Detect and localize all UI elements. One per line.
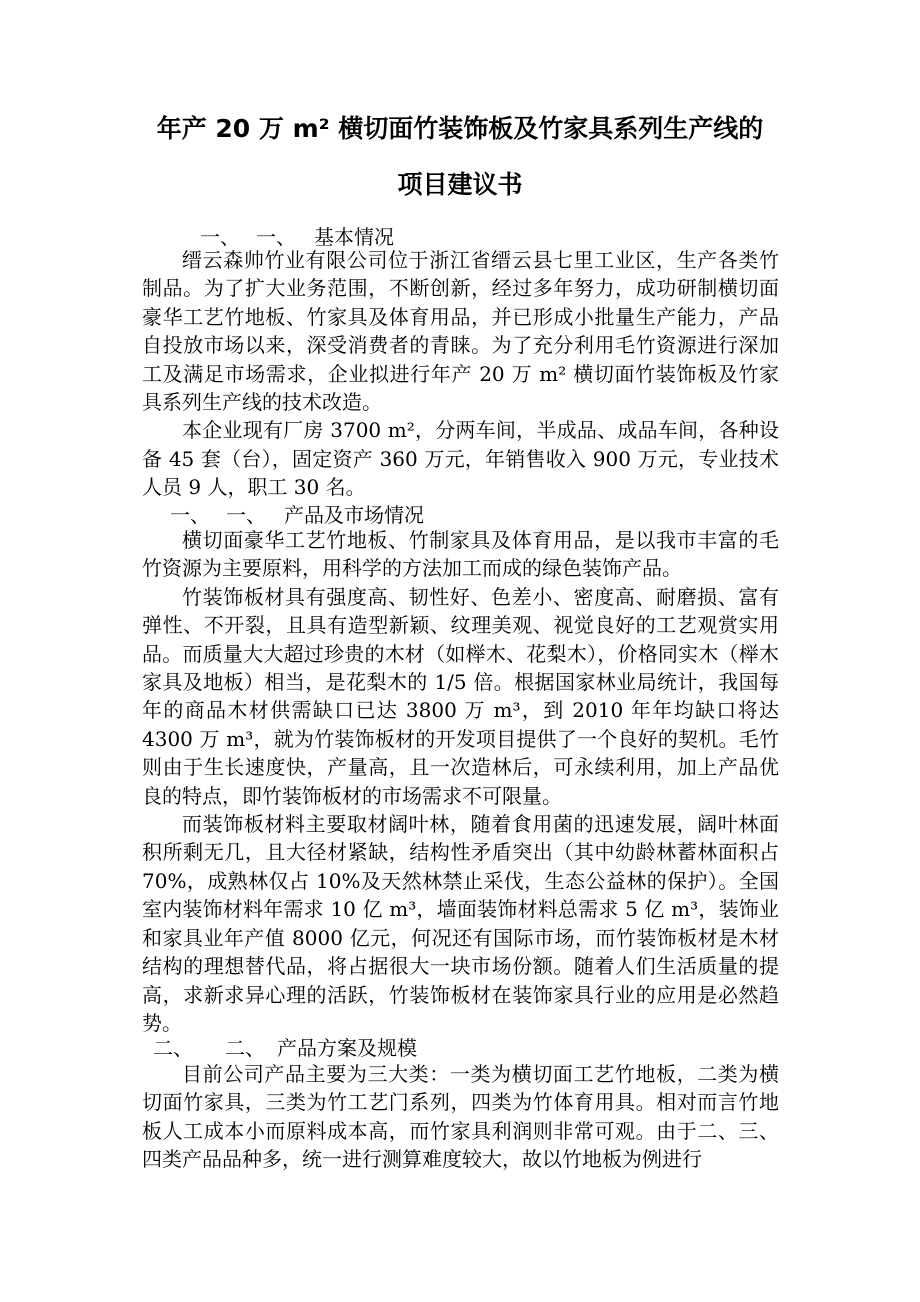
section-body-product-market	[142, 526, 779, 1037]
section-number-inner: 二、	[225, 1036, 265, 1060]
paragraph: 本企业现有厂房 3700 m²，分两车间，半成品、成品车间，各种设备 45 套（台），固定资产 360 万元，年销售收入 900 万元，专业技术人员 9 人，职工 30 名。	[142, 418, 779, 500]
section-number-inner: 一、	[256, 225, 296, 249]
section-number-outer: 二、	[153, 1036, 193, 1060]
paragraph: 竹装饰板材具有强度高、韧性好、色差小、密度高、耐磨损、富有弹性、不开裂，且具有造型新颖、纹理美观、视觉良好的工艺观赏实用品。而质量大大超过珍贵的木材（如榉木、花梨木），价格同实木（榉木家具及地板）相当，是花梨木的 1/5 倍。根据国家林业局统计，我国每年的商品木材供需缺口已达 3800 万 m³，到 2010 年年均缺口将达 4300 万 m³，就为竹装饰板材的开发项目提供了一个良好的契机。毛竹则由于生长速度快，产量高，且一次造林后，可永续利用，加上产品优良的特点，即竹装饰板材的市场需求不可限量。	[142, 584, 779, 808]
section-heading-label: 产品方案及规模	[277, 1036, 417, 1060]
section-heading-label: 产品及市场情况	[284, 503, 424, 527]
paragraph: 目前公司产品主要为三大类：一类为横切面工艺竹地板，二类为横切面竹家具，三类为竹工艺门系列，四类为竹体育用具。相对而言竹地板人工成本小而原料成本高，而竹家具利润则非常可观。由于二、三、四类产品品种多，统一进行测算难度较大，故以竹地板为例进行	[142, 1062, 779, 1172]
paragraph: 缙云森帅竹业有限公司位于浙江省缙云县七里工业区，生产各类竹制品。为了扩大业务范围，不断创新，经过多年努力，成功研制横切面豪华工艺竹地板、竹家具及体育用品，并已形成小批量生产能力，产品自投放市场以来，深受消费者的青睐。为了充分利用毛竹资源进行深加工及满足市场需求，企业拟进行年产 20 万 m² 横切面竹装饰板及竹家具系列生产线的技术改造。	[142, 248, 779, 415]
paragraph: 横切面豪华工艺竹地板、竹制家具及体育用品，是以我市丰富的毛竹资源为主要原料，用科学的方法加工而成的绿色装饰产品。	[142, 528, 779, 581]
document-title-line-1: 年产 20 万 m² 横切面竹装饰板及竹家具系列生产线的	[156, 114, 764, 143]
section-body-product-plan	[142, 1060, 779, 1174]
paragraph: 而装饰板材料主要取材阔叶林，随着食用菌的迅速发展，阔叶林面积所剩无几，且大径材紧缺，结构性矛盾突出（其中幼龄林蓄林面积占 70%，成熟林仅占 10%及天然林禁止采伐，生态公益林的保护）。全国室内装饰材料年需求 10 亿 m³，墙面装饰材料总需求 5 亿 m³，装饰业和家具业年产值 8000 亿元，何况还有国际市场，而竹装饰板材是木材结构的理想替代品，将占据很大一块市场份额。随着人们生活质量的提高，求新求异心理的活跃，竹装饰板材在装饰家具行业的应用是必然趋势。	[142, 812, 779, 1035]
section-number-outer: 一、	[170, 503, 210, 527]
section-heading-label: 基本情况	[314, 225, 394, 249]
document-title-line-2: 项目建议书	[397, 170, 523, 199]
section-number-outer: 一、	[200, 225, 240, 249]
section-heading-product-plan	[153, 1033, 417, 1063]
section-body-basic-info	[142, 246, 779, 502]
section-number-inner: 一、	[226, 503, 266, 527]
